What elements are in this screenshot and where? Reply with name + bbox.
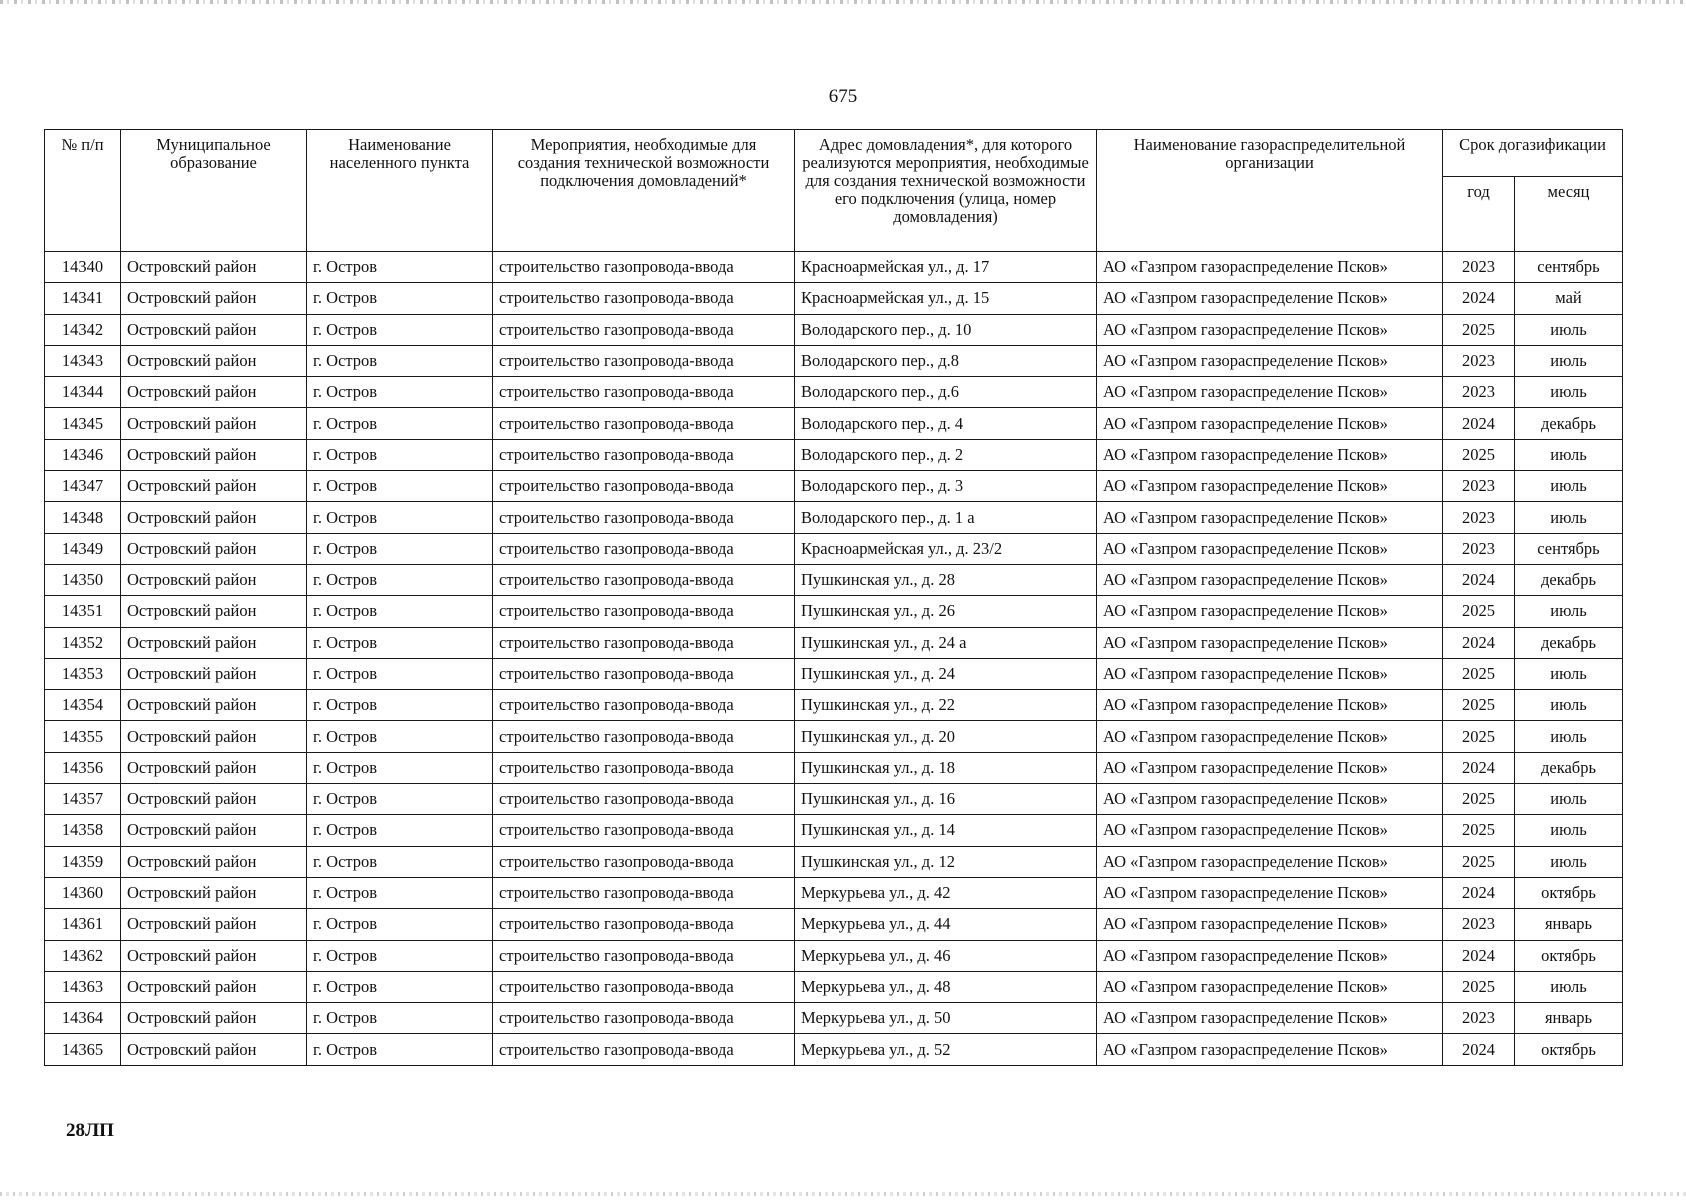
cell-settlement: г. Остров bbox=[307, 846, 493, 877]
cell-month: сентябрь bbox=[1515, 252, 1623, 283]
cell-address: Володарского пер., д. 3 bbox=[795, 471, 1097, 502]
cell-settlement: г. Остров bbox=[307, 345, 493, 376]
cell-year: 2023 bbox=[1443, 1003, 1515, 1034]
cell-settlement: г. Остров bbox=[307, 283, 493, 314]
table-header bbox=[45, 130, 1623, 252]
cell-num: 14343 bbox=[45, 345, 121, 376]
cell-num: 14354 bbox=[45, 690, 121, 721]
cell-municipality: Островский район bbox=[121, 627, 307, 658]
cell-address: Пушкинская ул., д. 28 bbox=[795, 564, 1097, 595]
cell-num: 14363 bbox=[45, 971, 121, 1002]
cell-municipality: Островский район bbox=[121, 846, 307, 877]
cell-address: Меркурьева ул., д. 44 bbox=[795, 909, 1097, 940]
header-month: месяц bbox=[1515, 177, 1623, 252]
cell-measure: строительство газопровода-ввода bbox=[493, 408, 795, 439]
cell-num: 14340 bbox=[45, 252, 121, 283]
cell-address: Пушкинская ул., д. 18 bbox=[795, 752, 1097, 783]
cell-month: июль bbox=[1515, 784, 1623, 815]
table-row bbox=[45, 596, 1623, 627]
cell-organization: АО «Газпром газораспределение Псков» bbox=[1097, 940, 1443, 971]
table-row bbox=[45, 846, 1623, 877]
cell-year: 2024 bbox=[1443, 877, 1515, 908]
cell-measure: строительство газопровода-ввода bbox=[493, 314, 795, 345]
cell-num: 14349 bbox=[45, 533, 121, 564]
table-row bbox=[45, 283, 1623, 314]
cell-municipality: Островский район bbox=[121, 784, 307, 815]
cell-measure: строительство газопровода-ввода bbox=[493, 564, 795, 595]
cell-municipality: Островский район bbox=[121, 252, 307, 283]
cell-organization: АО «Газпром газораспределение Псков» bbox=[1097, 971, 1443, 1002]
cell-measure: строительство газопровода-ввода bbox=[493, 283, 795, 314]
cell-year: 2025 bbox=[1443, 690, 1515, 721]
cell-address: Меркурьева ул., д. 52 bbox=[795, 1034, 1097, 1065]
cell-organization: АО «Газпром газораспределение Псков» bbox=[1097, 815, 1443, 846]
cell-settlement: г. Остров bbox=[307, 971, 493, 1002]
table-row bbox=[45, 752, 1623, 783]
cell-municipality: Островский район bbox=[121, 596, 307, 627]
cell-measure: строительство газопровода-ввода bbox=[493, 252, 795, 283]
cell-month: декабрь bbox=[1515, 627, 1623, 658]
cell-measure: строительство газопровода-ввода bbox=[493, 596, 795, 627]
cell-num: 14362 bbox=[45, 940, 121, 971]
cell-organization: АО «Газпром газораспределение Псков» bbox=[1097, 1003, 1443, 1034]
cell-organization: АО «Газпром газораспределение Псков» bbox=[1097, 877, 1443, 908]
cell-month: октябрь bbox=[1515, 1034, 1623, 1065]
cell-address: Красноармейская ул., д. 17 bbox=[795, 252, 1097, 283]
table-row bbox=[45, 909, 1623, 940]
cell-address: Пушкинская ул., д. 14 bbox=[795, 815, 1097, 846]
cell-address: Володарского пер., д.6 bbox=[795, 377, 1097, 408]
header-address: Адрес домовладения*, для которого реализуются мероприятия, необходимые для создания технической возможности его подключения (улица, номер домовладения) bbox=[795, 130, 1097, 252]
table-row bbox=[45, 377, 1623, 408]
cell-month: июль bbox=[1515, 471, 1623, 502]
gasification-table bbox=[44, 129, 1623, 1066]
cell-num: 14347 bbox=[45, 471, 121, 502]
cell-month: октябрь bbox=[1515, 940, 1623, 971]
cell-settlement: г. Остров bbox=[307, 658, 493, 689]
table-row bbox=[45, 658, 1623, 689]
cell-measure: строительство газопровода-ввода bbox=[493, 533, 795, 564]
cell-municipality: Островский район bbox=[121, 690, 307, 721]
cell-measure: строительство газопровода-ввода bbox=[493, 658, 795, 689]
cell-month: январь bbox=[1515, 909, 1623, 940]
cell-num: 14341 bbox=[45, 283, 121, 314]
cell-measure: строительство газопровода-ввода bbox=[493, 345, 795, 376]
cell-address: Пушкинская ул., д. 24 а bbox=[795, 627, 1097, 658]
cell-num: 14345 bbox=[45, 408, 121, 439]
cell-municipality: Островский район bbox=[121, 439, 307, 470]
cell-address: Пушкинская ул., д. 16 bbox=[795, 784, 1097, 815]
cell-year: 2025 bbox=[1443, 784, 1515, 815]
cell-month: май bbox=[1515, 283, 1623, 314]
cell-year: 2025 bbox=[1443, 815, 1515, 846]
cell-year: 2025 bbox=[1443, 596, 1515, 627]
cell-address: Пушкинская ул., д. 26 bbox=[795, 596, 1097, 627]
cell-month: январь bbox=[1515, 1003, 1623, 1034]
cell-measure: строительство газопровода-ввода bbox=[493, 690, 795, 721]
table-row bbox=[45, 345, 1623, 376]
cell-num: 14355 bbox=[45, 721, 121, 752]
cell-address: Меркурьева ул., д. 46 bbox=[795, 940, 1097, 971]
cell-year: 2023 bbox=[1443, 252, 1515, 283]
cell-num: 14344 bbox=[45, 377, 121, 408]
table-row bbox=[45, 471, 1623, 502]
cell-year: 2025 bbox=[1443, 439, 1515, 470]
table-row bbox=[45, 314, 1623, 345]
table-row bbox=[45, 408, 1623, 439]
cell-municipality: Островский район bbox=[121, 1034, 307, 1065]
cell-month: сентябрь bbox=[1515, 533, 1623, 564]
cell-num: 14358 bbox=[45, 815, 121, 846]
table-row bbox=[45, 721, 1623, 752]
cell-measure: строительство газопровода-ввода bbox=[493, 971, 795, 1002]
cell-year: 2025 bbox=[1443, 721, 1515, 752]
page-number: 675 bbox=[828, 86, 858, 107]
cell-municipality: Островский район bbox=[121, 533, 307, 564]
footer-code: 28ЛП bbox=[66, 1120, 114, 1141]
cell-month: июль bbox=[1515, 377, 1623, 408]
cell-num: 14353 bbox=[45, 658, 121, 689]
table-row bbox=[45, 564, 1623, 595]
cell-settlement: г. Остров bbox=[307, 596, 493, 627]
cell-settlement: г. Остров bbox=[307, 564, 493, 595]
cell-address: Пушкинская ул., д. 12 bbox=[795, 846, 1097, 877]
cell-organization: АО «Газпром газораспределение Псков» bbox=[1097, 1034, 1443, 1065]
cell-settlement: г. Остров bbox=[307, 721, 493, 752]
cell-month: июль bbox=[1515, 314, 1623, 345]
cell-municipality: Островский район bbox=[121, 752, 307, 783]
cell-year: 2024 bbox=[1443, 752, 1515, 783]
cell-measure: строительство газопровода-ввода bbox=[493, 627, 795, 658]
cell-municipality: Островский район bbox=[121, 502, 307, 533]
cell-year: 2023 bbox=[1443, 909, 1515, 940]
cell-municipality: Островский район bbox=[121, 658, 307, 689]
cell-month: июль bbox=[1515, 690, 1623, 721]
cell-municipality: Островский район bbox=[121, 564, 307, 595]
scan-edge-bottom bbox=[0, 1192, 1686, 1196]
cell-municipality: Островский район bbox=[121, 721, 307, 752]
cell-num: 14365 bbox=[45, 1034, 121, 1065]
cell-settlement: г. Остров bbox=[307, 502, 493, 533]
cell-organization: АО «Газпром газораспределение Псков» bbox=[1097, 377, 1443, 408]
table-row bbox=[45, 533, 1623, 564]
cell-address: Володарского пер., д.8 bbox=[795, 345, 1097, 376]
cell-settlement: г. Остров bbox=[307, 815, 493, 846]
cell-organization: АО «Газпром газораспределение Псков» bbox=[1097, 314, 1443, 345]
cell-address: Пушкинская ул., д. 22 bbox=[795, 690, 1097, 721]
cell-settlement: г. Остров bbox=[307, 439, 493, 470]
cell-month: октябрь bbox=[1515, 877, 1623, 908]
cell-measure: строительство газопровода-ввода bbox=[493, 439, 795, 470]
cell-municipality: Островский район bbox=[121, 314, 307, 345]
header-organization: Наименование газораспределительной организации bbox=[1097, 130, 1443, 252]
cell-organization: АО «Газпром газораспределение Псков» bbox=[1097, 502, 1443, 533]
cell-organization: АО «Газпром газораспределение Псков» bbox=[1097, 627, 1443, 658]
table-row bbox=[45, 784, 1623, 815]
cell-num: 14351 bbox=[45, 596, 121, 627]
cell-settlement: г. Остров bbox=[307, 909, 493, 940]
cell-organization: АО «Газпром газораспределение Псков» bbox=[1097, 345, 1443, 376]
table-row bbox=[45, 815, 1623, 846]
cell-organization: АО «Газпром газораспределение Псков» bbox=[1097, 533, 1443, 564]
cell-measure: строительство газопровода-ввода bbox=[493, 721, 795, 752]
cell-organization: АО «Газпром газораспределение Псков» bbox=[1097, 721, 1443, 752]
cell-year: 2025 bbox=[1443, 314, 1515, 345]
cell-year: 2023 bbox=[1443, 377, 1515, 408]
cell-settlement: г. Остров bbox=[307, 627, 493, 658]
cell-measure: строительство газопровода-ввода bbox=[493, 377, 795, 408]
cell-settlement: г. Остров bbox=[307, 533, 493, 564]
table-row bbox=[45, 439, 1623, 470]
cell-address: Пушкинская ул., д. 24 bbox=[795, 658, 1097, 689]
cell-address: Володарского пер., д. 2 bbox=[795, 439, 1097, 470]
table-row bbox=[45, 940, 1623, 971]
table-row bbox=[45, 971, 1623, 1002]
cell-month: июль bbox=[1515, 596, 1623, 627]
cell-municipality: Островский район bbox=[121, 377, 307, 408]
cell-settlement: г. Остров bbox=[307, 877, 493, 908]
table-row bbox=[45, 690, 1623, 721]
cell-measure: строительство газопровода-ввода bbox=[493, 784, 795, 815]
cell-month: июль bbox=[1515, 815, 1623, 846]
cell-municipality: Островский район bbox=[121, 940, 307, 971]
cell-address: Володарского пер., д. 4 bbox=[795, 408, 1097, 439]
cell-organization: АО «Газпром газораспределение Псков» bbox=[1097, 471, 1443, 502]
cell-organization: АО «Газпром газораспределение Псков» bbox=[1097, 909, 1443, 940]
header-settlement: Наименование населенного пункта bbox=[307, 130, 493, 252]
cell-organization: АО «Газпром газораспределение Псков» bbox=[1097, 596, 1443, 627]
table-row bbox=[45, 252, 1623, 283]
cell-year: 2024 bbox=[1443, 627, 1515, 658]
table-body bbox=[45, 252, 1623, 1066]
scan-edge-top bbox=[0, 0, 1686, 4]
cell-year: 2025 bbox=[1443, 658, 1515, 689]
cell-measure: строительство газопровода-ввода bbox=[493, 1003, 795, 1034]
header-num: № п/п bbox=[45, 130, 121, 252]
cell-month: июль bbox=[1515, 971, 1623, 1002]
cell-municipality: Островский район bbox=[121, 909, 307, 940]
cell-year: 2024 bbox=[1443, 283, 1515, 314]
cell-num: 14364 bbox=[45, 1003, 121, 1034]
cell-organization: АО «Газпром газораспределение Псков» bbox=[1097, 252, 1443, 283]
cell-organization: АО «Газпром газораспределение Псков» bbox=[1097, 564, 1443, 595]
cell-settlement: г. Остров bbox=[307, 408, 493, 439]
cell-settlement: г. Остров bbox=[307, 784, 493, 815]
cell-settlement: г. Остров bbox=[307, 1003, 493, 1034]
table-row bbox=[45, 627, 1623, 658]
cell-measure: строительство газопровода-ввода bbox=[493, 471, 795, 502]
cell-num: 14356 bbox=[45, 752, 121, 783]
cell-address: Володарского пер., д. 1 а bbox=[795, 502, 1097, 533]
cell-measure: строительство газопровода-ввода bbox=[493, 940, 795, 971]
cell-municipality: Островский район bbox=[121, 877, 307, 908]
cell-settlement: г. Остров bbox=[307, 1034, 493, 1065]
cell-organization: АО «Газпром газораспределение Псков» bbox=[1097, 408, 1443, 439]
cell-municipality: Островский район bbox=[121, 408, 307, 439]
cell-settlement: г. Остров bbox=[307, 314, 493, 345]
cell-organization: АО «Газпром газораспределение Псков» bbox=[1097, 658, 1443, 689]
cell-municipality: Островский район bbox=[121, 1003, 307, 1034]
cell-year: 2024 bbox=[1443, 940, 1515, 971]
cell-month: июль bbox=[1515, 658, 1623, 689]
cell-address: Володарского пер., д. 10 bbox=[795, 314, 1097, 345]
cell-measure: строительство газопровода-ввода bbox=[493, 502, 795, 533]
table-row bbox=[45, 1003, 1623, 1034]
cell-settlement: г. Остров bbox=[307, 752, 493, 783]
cell-year: 2023 bbox=[1443, 502, 1515, 533]
cell-num: 14357 bbox=[45, 784, 121, 815]
cell-num: 14346 bbox=[45, 439, 121, 470]
cell-month: июль bbox=[1515, 846, 1623, 877]
header-deadline: Срок догазификации bbox=[1443, 130, 1623, 177]
cell-year: 2023 bbox=[1443, 533, 1515, 564]
cell-address: Красноармейская ул., д. 23/2 bbox=[795, 533, 1097, 564]
cell-address: Меркурьева ул., д. 48 bbox=[795, 971, 1097, 1002]
cell-municipality: Островский район bbox=[121, 815, 307, 846]
cell-organization: АО «Газпром газораспределение Псков» bbox=[1097, 690, 1443, 721]
cell-year: 2024 bbox=[1443, 564, 1515, 595]
cell-year: 2025 bbox=[1443, 846, 1515, 877]
cell-num: 14361 bbox=[45, 909, 121, 940]
cell-organization: АО «Газпром газораспределение Псков» bbox=[1097, 784, 1443, 815]
cell-settlement: г. Остров bbox=[307, 252, 493, 283]
cell-year: 2023 bbox=[1443, 345, 1515, 376]
cell-settlement: г. Остров bbox=[307, 690, 493, 721]
cell-month: июль bbox=[1515, 502, 1623, 533]
table-row bbox=[45, 1034, 1623, 1065]
cell-settlement: г. Остров bbox=[307, 377, 493, 408]
cell-organization: АО «Газпром газораспределение Псков» bbox=[1097, 846, 1443, 877]
cell-municipality: Островский район bbox=[121, 471, 307, 502]
cell-measure: строительство газопровода-ввода bbox=[493, 1034, 795, 1065]
cell-year: 2024 bbox=[1443, 408, 1515, 439]
cell-address: Меркурьева ул., д. 42 bbox=[795, 877, 1097, 908]
cell-organization: АО «Газпром газораспределение Псков» bbox=[1097, 752, 1443, 783]
header-year: год bbox=[1443, 177, 1515, 252]
cell-year: 2023 bbox=[1443, 471, 1515, 502]
cell-month: июль bbox=[1515, 439, 1623, 470]
cell-address: Красноармейская ул., д. 15 bbox=[795, 283, 1097, 314]
cell-organization: АО «Газпром газораспределение Псков» bbox=[1097, 283, 1443, 314]
cell-address: Меркурьева ул., д. 50 bbox=[795, 1003, 1097, 1034]
cell-month: июль bbox=[1515, 345, 1623, 376]
table-row bbox=[45, 877, 1623, 908]
table-row bbox=[45, 502, 1623, 533]
cell-num: 14360 bbox=[45, 877, 121, 908]
header-measures: Мероприятия, необходимые для создания технической возможности подключения домовладений* bbox=[493, 130, 795, 252]
cell-num: 14359 bbox=[45, 846, 121, 877]
cell-month: декабрь bbox=[1515, 564, 1623, 595]
cell-measure: строительство газопровода-ввода bbox=[493, 752, 795, 783]
cell-measure: строительство газопровода-ввода bbox=[493, 815, 795, 846]
cell-address: Пушкинская ул., д. 20 bbox=[795, 721, 1097, 752]
cell-measure: строительство газопровода-ввода bbox=[493, 846, 795, 877]
cell-num: 14342 bbox=[45, 314, 121, 345]
cell-municipality: Островский район bbox=[121, 971, 307, 1002]
cell-month: декабрь bbox=[1515, 408, 1623, 439]
cell-settlement: г. Остров bbox=[307, 471, 493, 502]
cell-municipality: Островский район bbox=[121, 345, 307, 376]
cell-year: 2024 bbox=[1443, 1034, 1515, 1065]
cell-measure: строительство газопровода-ввода bbox=[493, 877, 795, 908]
cell-settlement: г. Остров bbox=[307, 940, 493, 971]
cell-measure: строительство газопровода-ввода bbox=[493, 909, 795, 940]
cell-month: декабрь bbox=[1515, 752, 1623, 783]
cell-num: 14352 bbox=[45, 627, 121, 658]
cell-num: 14350 bbox=[45, 564, 121, 595]
header-municipality: Муниципальное образование bbox=[121, 130, 307, 252]
cell-month: июль bbox=[1515, 721, 1623, 752]
cell-year: 2025 bbox=[1443, 971, 1515, 1002]
cell-municipality: Островский район bbox=[121, 283, 307, 314]
cell-organization: АО «Газпром газораспределение Псков» bbox=[1097, 439, 1443, 470]
cell-num: 14348 bbox=[45, 502, 121, 533]
